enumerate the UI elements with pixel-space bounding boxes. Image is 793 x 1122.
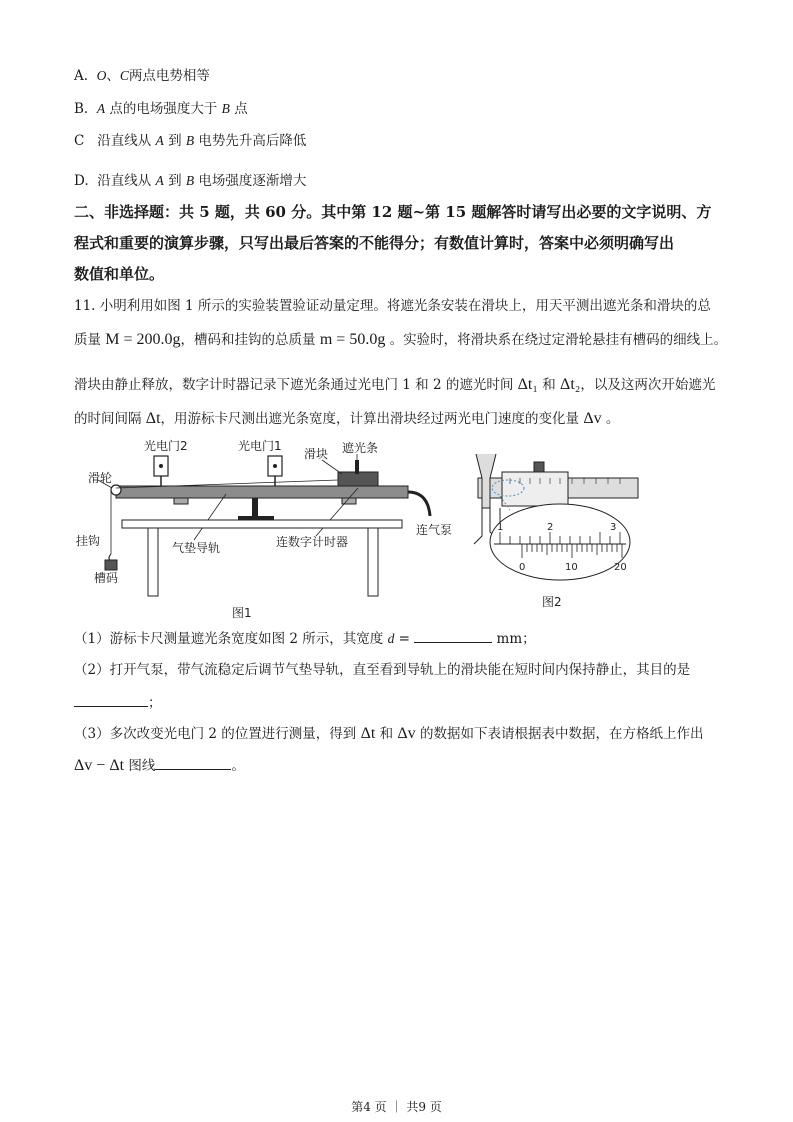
sub-question-2-blank-line: ； <box>74 692 162 713</box>
sub-question-3: （3）多次改变光电门 2 的位置进行测量，得到 Δt 和 Δv 的数据如下表请根据表中数据，在方格纸上作出 <box>74 725 704 742</box>
option-b: B. A 点的电场强度大于 B 点 <box>74 101 248 117</box>
label-strip: 遮光条 <box>342 441 379 455</box>
caption-fig1: 图1 <box>232 606 252 620</box>
caption-fig2: 图2 <box>542 595 562 609</box>
section-heading-line1: 二、非选择题：共 5 题，共 60 分。其中第 12 题~第 15 题解答时请写出必要的文字说明、方 <box>74 203 712 221</box>
vernier-tick-0: 0 <box>519 562 526 573</box>
label-timer: 连数字计时器 <box>276 535 349 549</box>
main-tick-2: 2 <box>547 522 554 533</box>
weight-block <box>105 560 117 570</box>
option-d: D. 沿直线从 A 到 B 电场强度逐渐增大 <box>74 173 307 189</box>
section-heading-line3: 数值和单位。 <box>74 265 165 283</box>
figure-1-air-track <box>76 436 466 621</box>
label-gate2: 光电门2 <box>144 439 188 453</box>
label-track: 气垫导轨 <box>172 541 221 555</box>
q11-paragraph-2: 质量 M = 200.0g，槽码和挂钩的总质量 m = 50.0g 。实验时，将滑块系在绕过定滑轮悬挂有槽码的细线上。 <box>74 331 728 348</box>
vernier-tick-10: 10 <box>565 562 578 573</box>
label-slider: 滑块 <box>304 447 329 461</box>
figure-2-vernier-caliper <box>460 448 640 610</box>
table-top <box>122 520 402 528</box>
answer-blank-width[interactable] <box>414 628 492 643</box>
answer-blank-graph[interactable] <box>155 755 231 770</box>
section-heading-line2: 程式和重要的演算步骤，只写出最后答案的不能得分；有数值计算时，答案中必须明确写出 <box>74 234 675 252</box>
caliper-slider <box>502 472 568 506</box>
pulley <box>111 485 121 495</box>
q11-paragraph-3: 滑块由静止释放，数字计时器记录下遮光条通过光电门 1 和 2 的遮光时间 Δt₁ 和 Δt₂，以及这两次开始遮光 <box>74 376 716 393</box>
sub-question-1: （1）游标卡尺测量遮光条宽度如图 2 所示，其宽度 d = mm； <box>74 628 536 649</box>
option-a: A. O、C两点电势相等 <box>74 68 210 84</box>
option-c: C 沿直线从 A 到 B 电势先升高后降低 <box>74 133 307 149</box>
answer-blank-purpose[interactable] <box>74 692 148 707</box>
vernier-tick-20: 20 <box>614 562 627 573</box>
page-footer: 第4 页 ｜ 共9 页 <box>351 1100 442 1114</box>
label-pulley: 滑轮 <box>88 471 113 485</box>
label-gate1: 光电门1 <box>238 439 282 453</box>
sub-question-3-line2: Δv − Δt 图线 。 <box>74 757 245 774</box>
air-track <box>116 486 408 498</box>
q11-paragraph-4: 的时间间隔 Δt，用游标卡尺测出遮光条宽度，计算出滑块经过两光电门速度的变化量 Δv 。 <box>74 410 620 427</box>
main-tick-3: 3 <box>610 522 617 533</box>
q11-paragraph-1: 11. 小明利用如图 1 所示的实验装置验证动量定理。将遮光条安装在滑块上，用天平测出遮光条和滑块的总 <box>74 298 711 314</box>
label-weight: 槽码 <box>94 571 119 585</box>
label-hook: 挂钩 <box>76 534 101 548</box>
main-tick-1: 1 <box>497 522 504 533</box>
light-strip <box>355 460 359 474</box>
label-pump: 连气泵 <box>416 523 453 537</box>
sub-question-2: （2）打开气泵，带气流稳定后调节气垫导轨，直至看到导轨上的滑块能在短时间内保持静止，其目的是 <box>74 662 691 678</box>
